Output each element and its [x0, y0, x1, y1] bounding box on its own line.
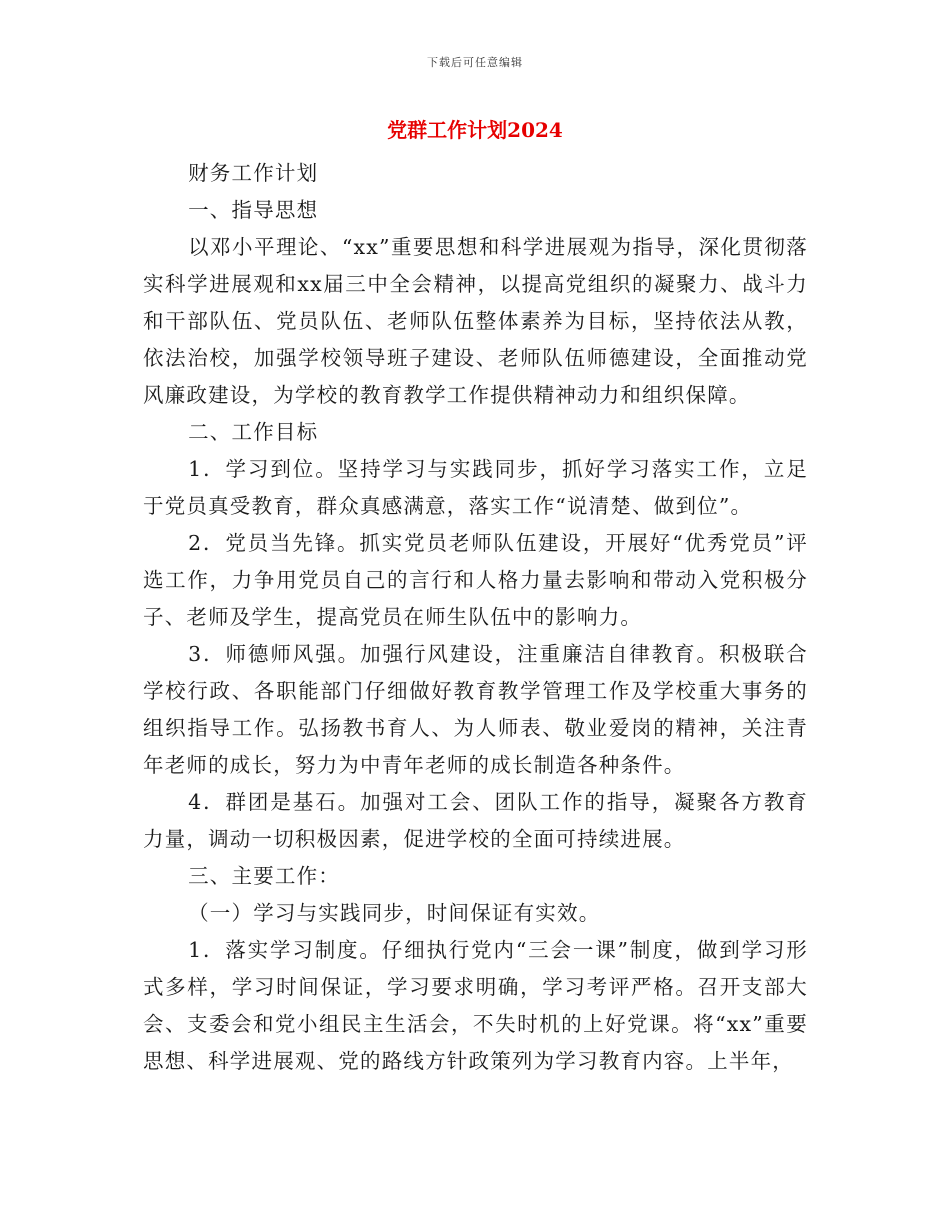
subheading-study-practice: （一）学习与实践同步，时间保证有实效。	[188, 901, 601, 925]
paragraph-study-system: 1．落实学习制度。仔细执行党内“三会一课”制度，做到学习形式多样，学习时间保证，学习要求明确，学习考评严格。召开支部大会、支委会和党小组民主生活会，不失时机的上好党课。将“xx”重要思想、科学进展观、党的路线方针政策列为学习教育内容。上半年，	[143, 938, 808, 1073]
paragraph-goal-3: 3．师德师风强。加强行风建设，注重廉洁自律教育。积极联合学校行政、各职能部门仔细做好教育教学管理工作及学校重大事务的组织指导工作。弘扬教书育人、为人师表、敬业爱岗的精神，关注青年老师的成长，努力为中青年老师的成长制造各种条件。	[143, 642, 808, 777]
document-body	[143, 155, 808, 1080]
paragraph-goal-2: 2．党员当先锋。抓实党员老师队伍建设，开展好“优秀党员”评选工作，力争用党员自己的言行和人格力量去影响和带动入党积极分子、老师及学生，提高党员在师生队伍中的影响力。	[143, 531, 808, 629]
heading-work-goals: 二、工作目标	[188, 420, 319, 444]
header-note: 下载后可任意编辑	[427, 56, 523, 69]
paragraph-section-label: 财务工作计划	[188, 161, 319, 185]
document-title: 党群工作计划2024	[387, 118, 563, 142]
paragraph-goal-4: 4．群团是基石。加强对工会、团队工作的指导，凝聚各方教育力量，调动一切积极因素，促进学校的全面可持续进展。	[143, 790, 808, 851]
heading-main-work: 三、主要工作：	[188, 864, 340, 888]
paragraph-goal-1: 1．学习到位。坚持学习与实践同步，抓好学习落实工作，立足于党员真受教育，群众真感满意，落实工作“说清楚、做到位”。	[143, 457, 808, 518]
heading-guiding-thought: 一、指导思想	[188, 198, 319, 222]
paragraph-guiding-thought: 以邓小平理论、“xx”重要思想和科学进展观为指导，深化贯彻落实科学进展观和xx届三中全会精神，以提高党组织的凝聚力、战斗力和干部队伍、党员队伍、老师队伍整体素养为目标，坚持依法从教，依法治校，加强学校领导班子建设、老师队伍师德建设，全面推动党风廉政建设，为学校的教育教学工作提供精神动力和组织保障。	[143, 235, 808, 407]
